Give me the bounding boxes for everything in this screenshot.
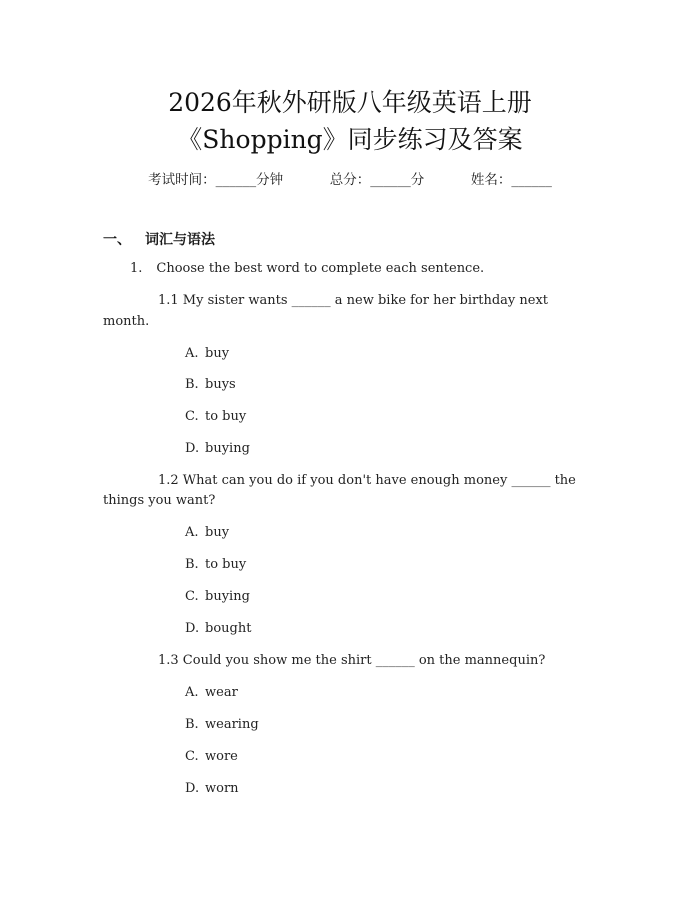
item-3-option-a (185, 685, 238, 700)
item-3-stem-line1: 1.3 Could you show me the shirt ______ on the mannequin? (158, 653, 546, 668)
question-instruction: Choose the best word to complete each sentence. (156, 261, 485, 276)
exam-meta-line (0, 168, 700, 188)
option-key: D. (185, 781, 200, 796)
option-text: buy (205, 525, 230, 540)
item-3-option-b (185, 717, 259, 732)
section-heading (103, 229, 215, 249)
option-key: B. (185, 717, 199, 732)
item-2-option-c (185, 589, 250, 604)
option-key: A. (185, 525, 199, 540)
option-text: worn (205, 781, 239, 796)
option-text: buy (205, 346, 230, 361)
option-key: D. (185, 621, 200, 636)
section-number: 一、 (103, 232, 131, 248)
option-text: wear (205, 685, 238, 700)
item-2-option-a (185, 525, 229, 540)
item-1-stem-line2: month. (103, 314, 150, 329)
item-2-option-d (185, 621, 251, 636)
item-1-option-c (185, 409, 246, 424)
option-text: to buy (205, 557, 247, 572)
option-text: to buy (205, 409, 247, 424)
option-text: wore (205, 749, 238, 764)
option-text: bought (205, 621, 252, 636)
option-key: C. (185, 409, 199, 424)
option-key: A. (185, 685, 199, 700)
document-title-line2: 《Shopping》同步练习及答案 (177, 125, 523, 154)
item-1-option-b (185, 377, 236, 392)
option-text: wearing (205, 717, 259, 732)
option-key: B. (185, 557, 199, 572)
question-instruction-line (130, 261, 484, 276)
option-text: buying (205, 589, 250, 604)
section-title: 词汇与语法 (145, 232, 215, 248)
option-key: C. (185, 749, 199, 764)
student-name-label: 姓名：______ (470, 172, 552, 188)
question-number: 1. (130, 261, 143, 276)
item-2-option-b (185, 557, 246, 572)
total-score-label: 总分：______分 (329, 172, 425, 188)
option-key: B. (185, 377, 199, 392)
item-2-stem-line1: 1.2 What can you do if you don't have enough money ______ the (158, 473, 576, 488)
option-key: A. (185, 346, 199, 361)
option-key: C. (185, 589, 199, 604)
option-key: D. (185, 441, 200, 456)
option-text: buys (205, 377, 236, 392)
item-3-option-c (185, 749, 238, 764)
option-text: buying (205, 441, 250, 456)
document-title-line1: 2026年秋外研版八年级英语上册 (168, 88, 532, 117)
item-1-option-a (185, 346, 229, 361)
exam-time-label: 考试时间：______分钟 (148, 172, 284, 188)
item-1-stem-line1: 1.1 My sister wants ______ a new bike for her birthday next (158, 293, 549, 308)
item-3-option-d (185, 781, 239, 796)
item-1-option-d (185, 441, 250, 456)
item-2-stem-line2: things you want? (103, 493, 216, 508)
